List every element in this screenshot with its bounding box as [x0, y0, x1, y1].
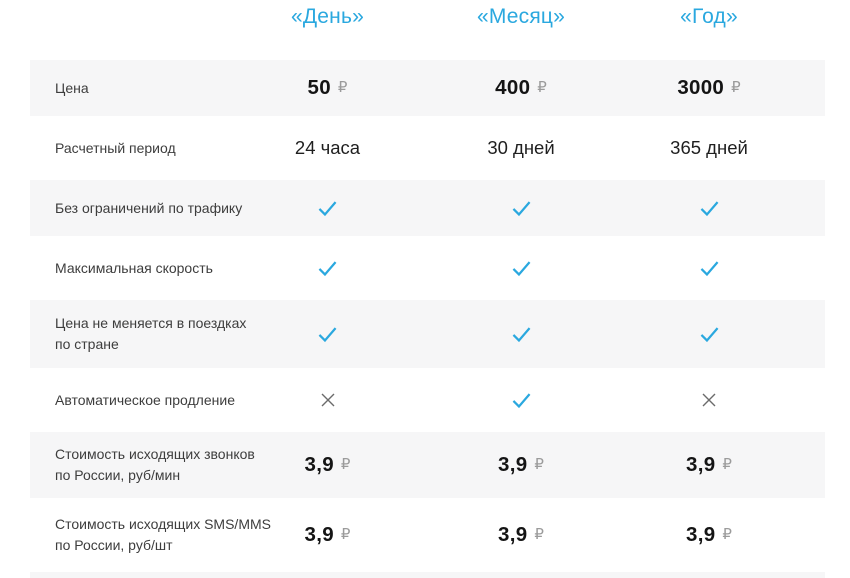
- table-header-row: [30, 0, 825, 60]
- row-label: Расчетный период: [55, 139, 176, 156]
- row-label: Максимальная скорость: [55, 259, 213, 276]
- row-label: Цена не меняется в поездках по стране: [55, 315, 247, 352]
- check-icon: [317, 260, 338, 277]
- row-label: Без ограничений по трафику: [55, 199, 243, 216]
- status-cell: [617, 392, 825, 408]
- price-amount: 400: [495, 76, 531, 99]
- check-icon: [511, 260, 532, 277]
- column-header-day[interactable]: «День»: [291, 5, 364, 28]
- check-icon: [317, 200, 338, 217]
- check-icon: [511, 392, 532, 409]
- price-cell-day: [230, 453, 425, 477]
- period-cell-day: 24 часа: [294, 137, 361, 158]
- table-row-fixed-price-travel: [30, 300, 825, 368]
- price-cell-year: [617, 76, 825, 100]
- ruble-sign: ₽: [534, 455, 544, 473]
- price-amount: 3,9: [686, 453, 716, 476]
- status-cell: [617, 260, 825, 277]
- price-amount: 3,9: [498, 523, 528, 546]
- status-cell: [230, 260, 425, 277]
- status-cell: [425, 392, 617, 409]
- ruble-sign: ₽: [731, 78, 741, 96]
- row-label: Автоматическое продление: [55, 391, 235, 408]
- ruble-sign: ₽: [340, 455, 351, 473]
- table-row-calls-cost: [30, 432, 825, 498]
- column-header-year[interactable]: «Год»: [680, 5, 738, 28]
- price-cell-day: [230, 523, 425, 547]
- check-icon: [699, 326, 720, 343]
- table-row-max-speed: [30, 240, 825, 296]
- status-cell: [230, 326, 425, 343]
- check-icon: [699, 200, 720, 217]
- table-row-period: [30, 120, 825, 176]
- price-cell-month: [425, 523, 617, 547]
- price-amount: 50: [307, 76, 331, 99]
- status-cell: [425, 326, 617, 343]
- period-cell-year: 365 дней: [670, 137, 748, 158]
- price-amount: 3,9: [498, 453, 528, 476]
- check-icon: [511, 326, 532, 343]
- next-row-partial: [30, 572, 825, 578]
- ruble-sign: ₽: [722, 455, 732, 473]
- price-cell-year: [617, 523, 825, 547]
- check-icon: [317, 326, 338, 343]
- price-amount: 3,9: [304, 523, 334, 546]
- price-cell-day: [230, 76, 425, 100]
- table-row-price: [30, 60, 825, 116]
- ruble-sign: ₽: [337, 78, 348, 96]
- table-row-auto-renewal: [30, 372, 825, 428]
- ruble-sign: ₽: [722, 525, 732, 543]
- ruble-sign: ₽: [537, 78, 547, 96]
- table-row-unlimited-traffic: [30, 180, 825, 236]
- ruble-sign: ₽: [534, 525, 544, 543]
- row-label: Стоимость исходящих звонков по России, руб/мин: [55, 446, 255, 483]
- status-cell: [617, 326, 825, 343]
- price-cell-month: [425, 76, 617, 100]
- price-amount: 3000: [677, 76, 725, 99]
- price-amount: 3,9: [686, 523, 716, 546]
- ruble-sign: ₽: [340, 525, 351, 543]
- row-label: Цена: [55, 79, 89, 96]
- check-icon: [699, 260, 720, 277]
- row-label: Стоимость исходящих SMS/MMS по России, руб/шт: [55, 516, 271, 553]
- column-header-month[interactable]: «Месяц»: [476, 5, 566, 28]
- status-cell: [230, 392, 425, 408]
- cross-icon: [701, 392, 717, 408]
- price-cell-month: [425, 453, 617, 477]
- check-icon: [511, 200, 532, 217]
- cross-icon: [320, 392, 336, 408]
- status-cell: [617, 200, 825, 217]
- status-cell: [425, 260, 617, 277]
- status-cell: [425, 200, 617, 217]
- table-row-sms-cost: [30, 502, 825, 568]
- period-cell-month: 30 дней: [487, 137, 555, 158]
- price-cell-year: [617, 453, 825, 477]
- price-amount: 3,9: [304, 453, 334, 476]
- status-cell: [230, 200, 425, 217]
